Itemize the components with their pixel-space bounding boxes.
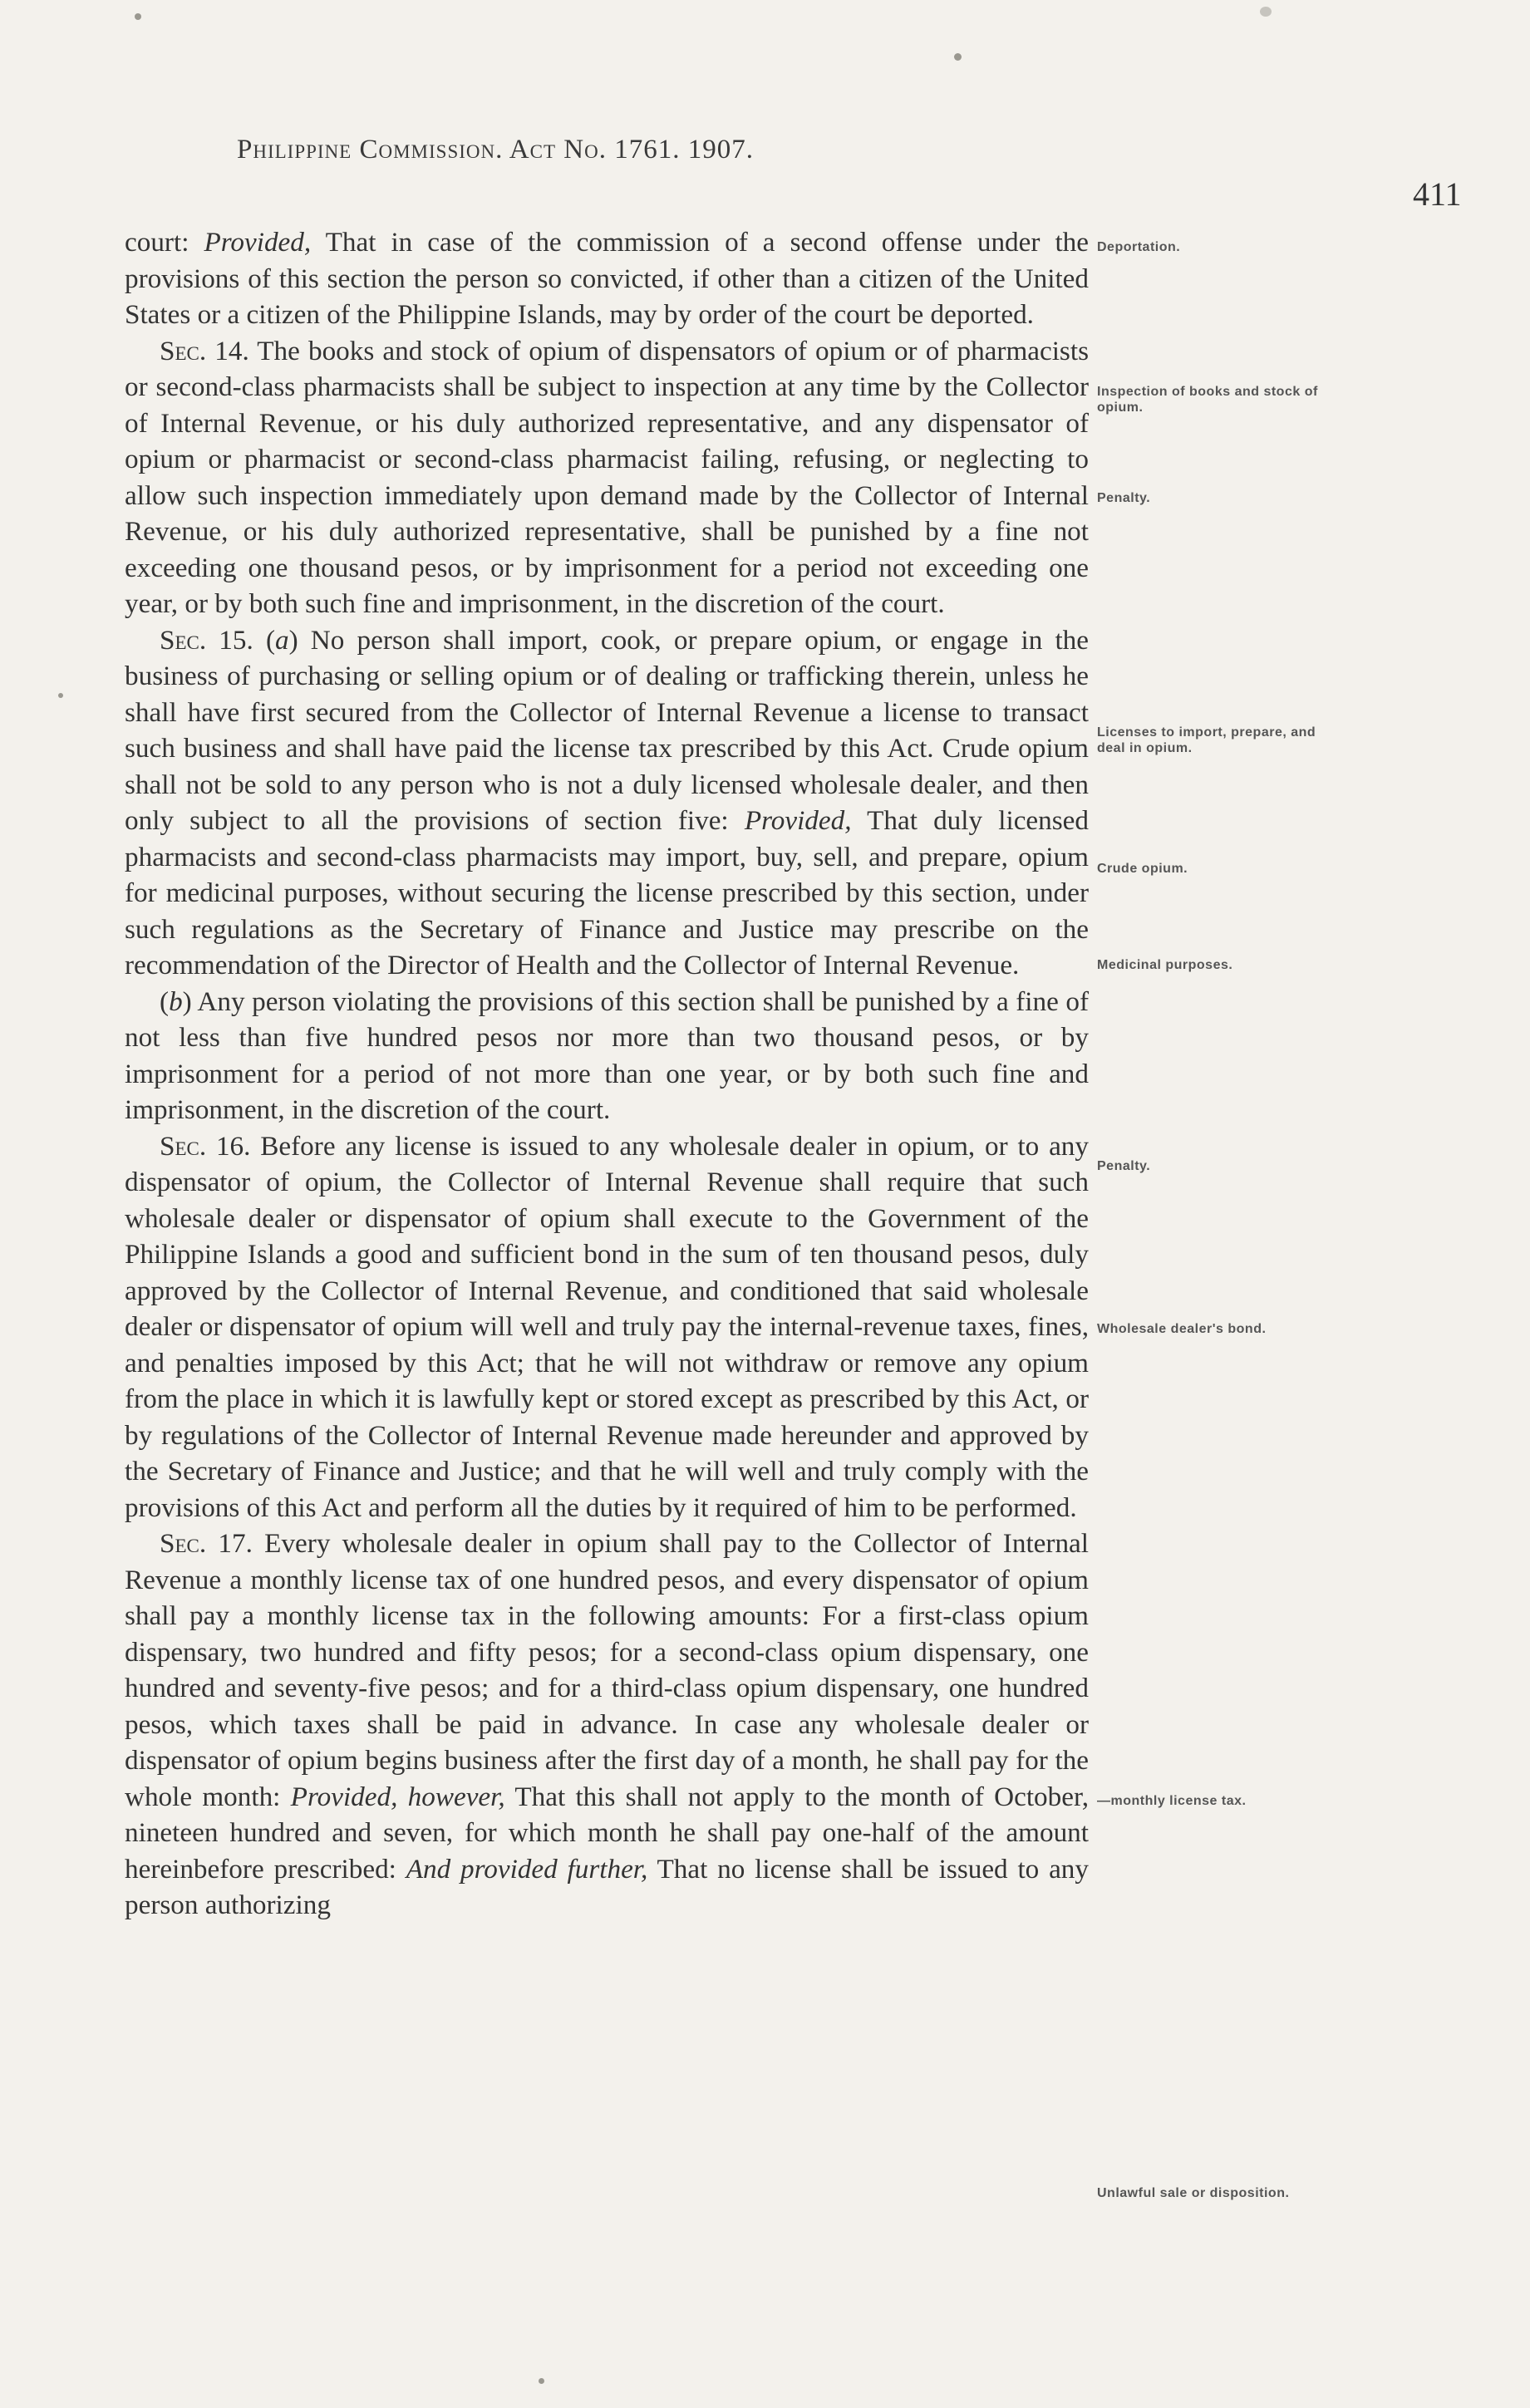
page-number: 411 xyxy=(1413,175,1462,213)
margin-note-crude-opium: Crude opium. xyxy=(1097,862,1188,876)
scan-speck xyxy=(1260,7,1272,17)
margin-note-inspection: Inspection of books and stock of opium. xyxy=(1097,385,1318,415)
paragraph-sec15a: Sec. 15. (a) No person shall import, cook, or prepare opium, or engage in the business of purchasing or selling opium or of dealing or trafficking therein, unless he shall have first secured from the Collector of Internal Revenue a license to transact such business and shall have paid the license tax prescribed by this Act. Crude opium shall not be sold to any person who is not a duly licensed wholesale dealer, and then only subject to all the provisions of section five: Provided, That duly licensed pharmacists and second-class pharmacists may import, buy, sell, and prepare, opium for medicinal purposes, without securing the license prescribed by this section, under such regulations as the Secretary of Finance and Justice may prescribe on the recommendation of the Director of Health and the Collector of Internal Revenue. xyxy=(125,624,1089,980)
paragraph-sec15b: (b) Any person violating the provisions of this section shall be punished by a fine of not less than five hundred pesos nor more than two thousand pesos, or by imprisonment for a period of not more than one year, or by both such fine and imprisonment, in the discretion of the court. xyxy=(125,985,1089,1125)
scan-speck xyxy=(58,693,63,698)
paragraph-sec16: Sec. 16. Before any license is issued to any wholesale dealer in opium, or to any dispensator of opium, the Collector of Internal Revenue shall require that such wholesale dealer or dispensator of opium shall execute to the Government of the Philippine Islands a good and sufficient bond in the sum of ten thousand pesos, duly approved by the Collector of Internal Revenue, and conditioned that said wholesale dealer or dispensator of opium will well and truly pay the internal-revenue taxes, fines, and penalties imposed by this Act; that he will not withdraw or remove any opium from the place in which it is lawfully kept or stored except as prescribed by this Act, or by regulations of the Collector of Internal Revenue made hereunder and approved by the Secretary of Finance and Justice; and that he will well and truly comply with the provisions of this Act and perform all the duties by it required of him to be performed. xyxy=(125,1130,1089,1523)
margin-note-medicinal: Medicinal purposes. xyxy=(1097,958,1233,972)
margin-note-license-tax: —monthly license tax. xyxy=(1097,1794,1247,1808)
margin-note-bond: Wholesale dealer's bond. xyxy=(1097,1322,1267,1336)
margin-note-penalty-2: Penalty. xyxy=(1097,1159,1151,1173)
running-header: Philippine Commission. Act No. 1761. 1907. xyxy=(237,135,754,165)
paragraph-sec13-end: court: Provided, That in case of the commission of a second offense under the provisions of this section the person so convicted, if other than a citizen of the United States or a citizen of the Philippine Islands, may by order of the court be deported. xyxy=(125,227,1089,330)
scan-speck xyxy=(539,2378,544,2384)
margin-note-deportation: Deportation. xyxy=(1097,240,1181,254)
margin-note-licenses: Licenses to import, prepare, and deal in opium. xyxy=(1097,725,1316,755)
scan-speck xyxy=(954,53,962,61)
body-text xyxy=(125,224,1089,1924)
margin-note-unlawful-sale: Unlawful sale or disposition. xyxy=(1097,2186,1290,2200)
margin-note-penalty-1: Penalty. xyxy=(1097,491,1151,505)
paragraph-sec17: Sec. 17. Every wholesale dealer in opium shall pay to the Collector of Internal Revenue a monthly license tax of one hundred pesos, and every dispensator of opium shall pay a monthly license tax in the following amounts: For a first-class opium dispensary, two hundred and fifty pesos; for a second-class opium dispensary, one hundred and seventy-five pesos; and for a third-class opium dispensary, one hundred pesos, which taxes shall be paid in advance. In case any wholesale dealer or dispensator of opium begins business after the first day of a month, he shall pay for the whole month: Provided, however, That this shall not apply to the month of October, nineteen hundred and seven, for which month he shall pay one-half of the amount hereinbefore prescribed: And provided further, That no license shall be issued to any person authorizing xyxy=(125,1528,1089,1920)
paragraph-sec14: Sec. 14. The books and stock of opium of dispensators of opium or of pharmacists or second-class pharmacists shall be subject to inspection at any time by the Collector of Internal Revenue, or his duly authorized representative, and any dispensator of opium or pharmacist or second-class pharmacist failing, refusing, or neglecting to allow such inspection immediately upon demand made by the Collector of Internal Revenue, or his duly authorized representative, shall be punished by a fine not exceeding one thousand pesos, or by imprisonment for a period not exceeding one year, or by both such fine and imprisonment, in the discretion of the court. xyxy=(125,335,1089,619)
scan-speck xyxy=(135,13,141,20)
